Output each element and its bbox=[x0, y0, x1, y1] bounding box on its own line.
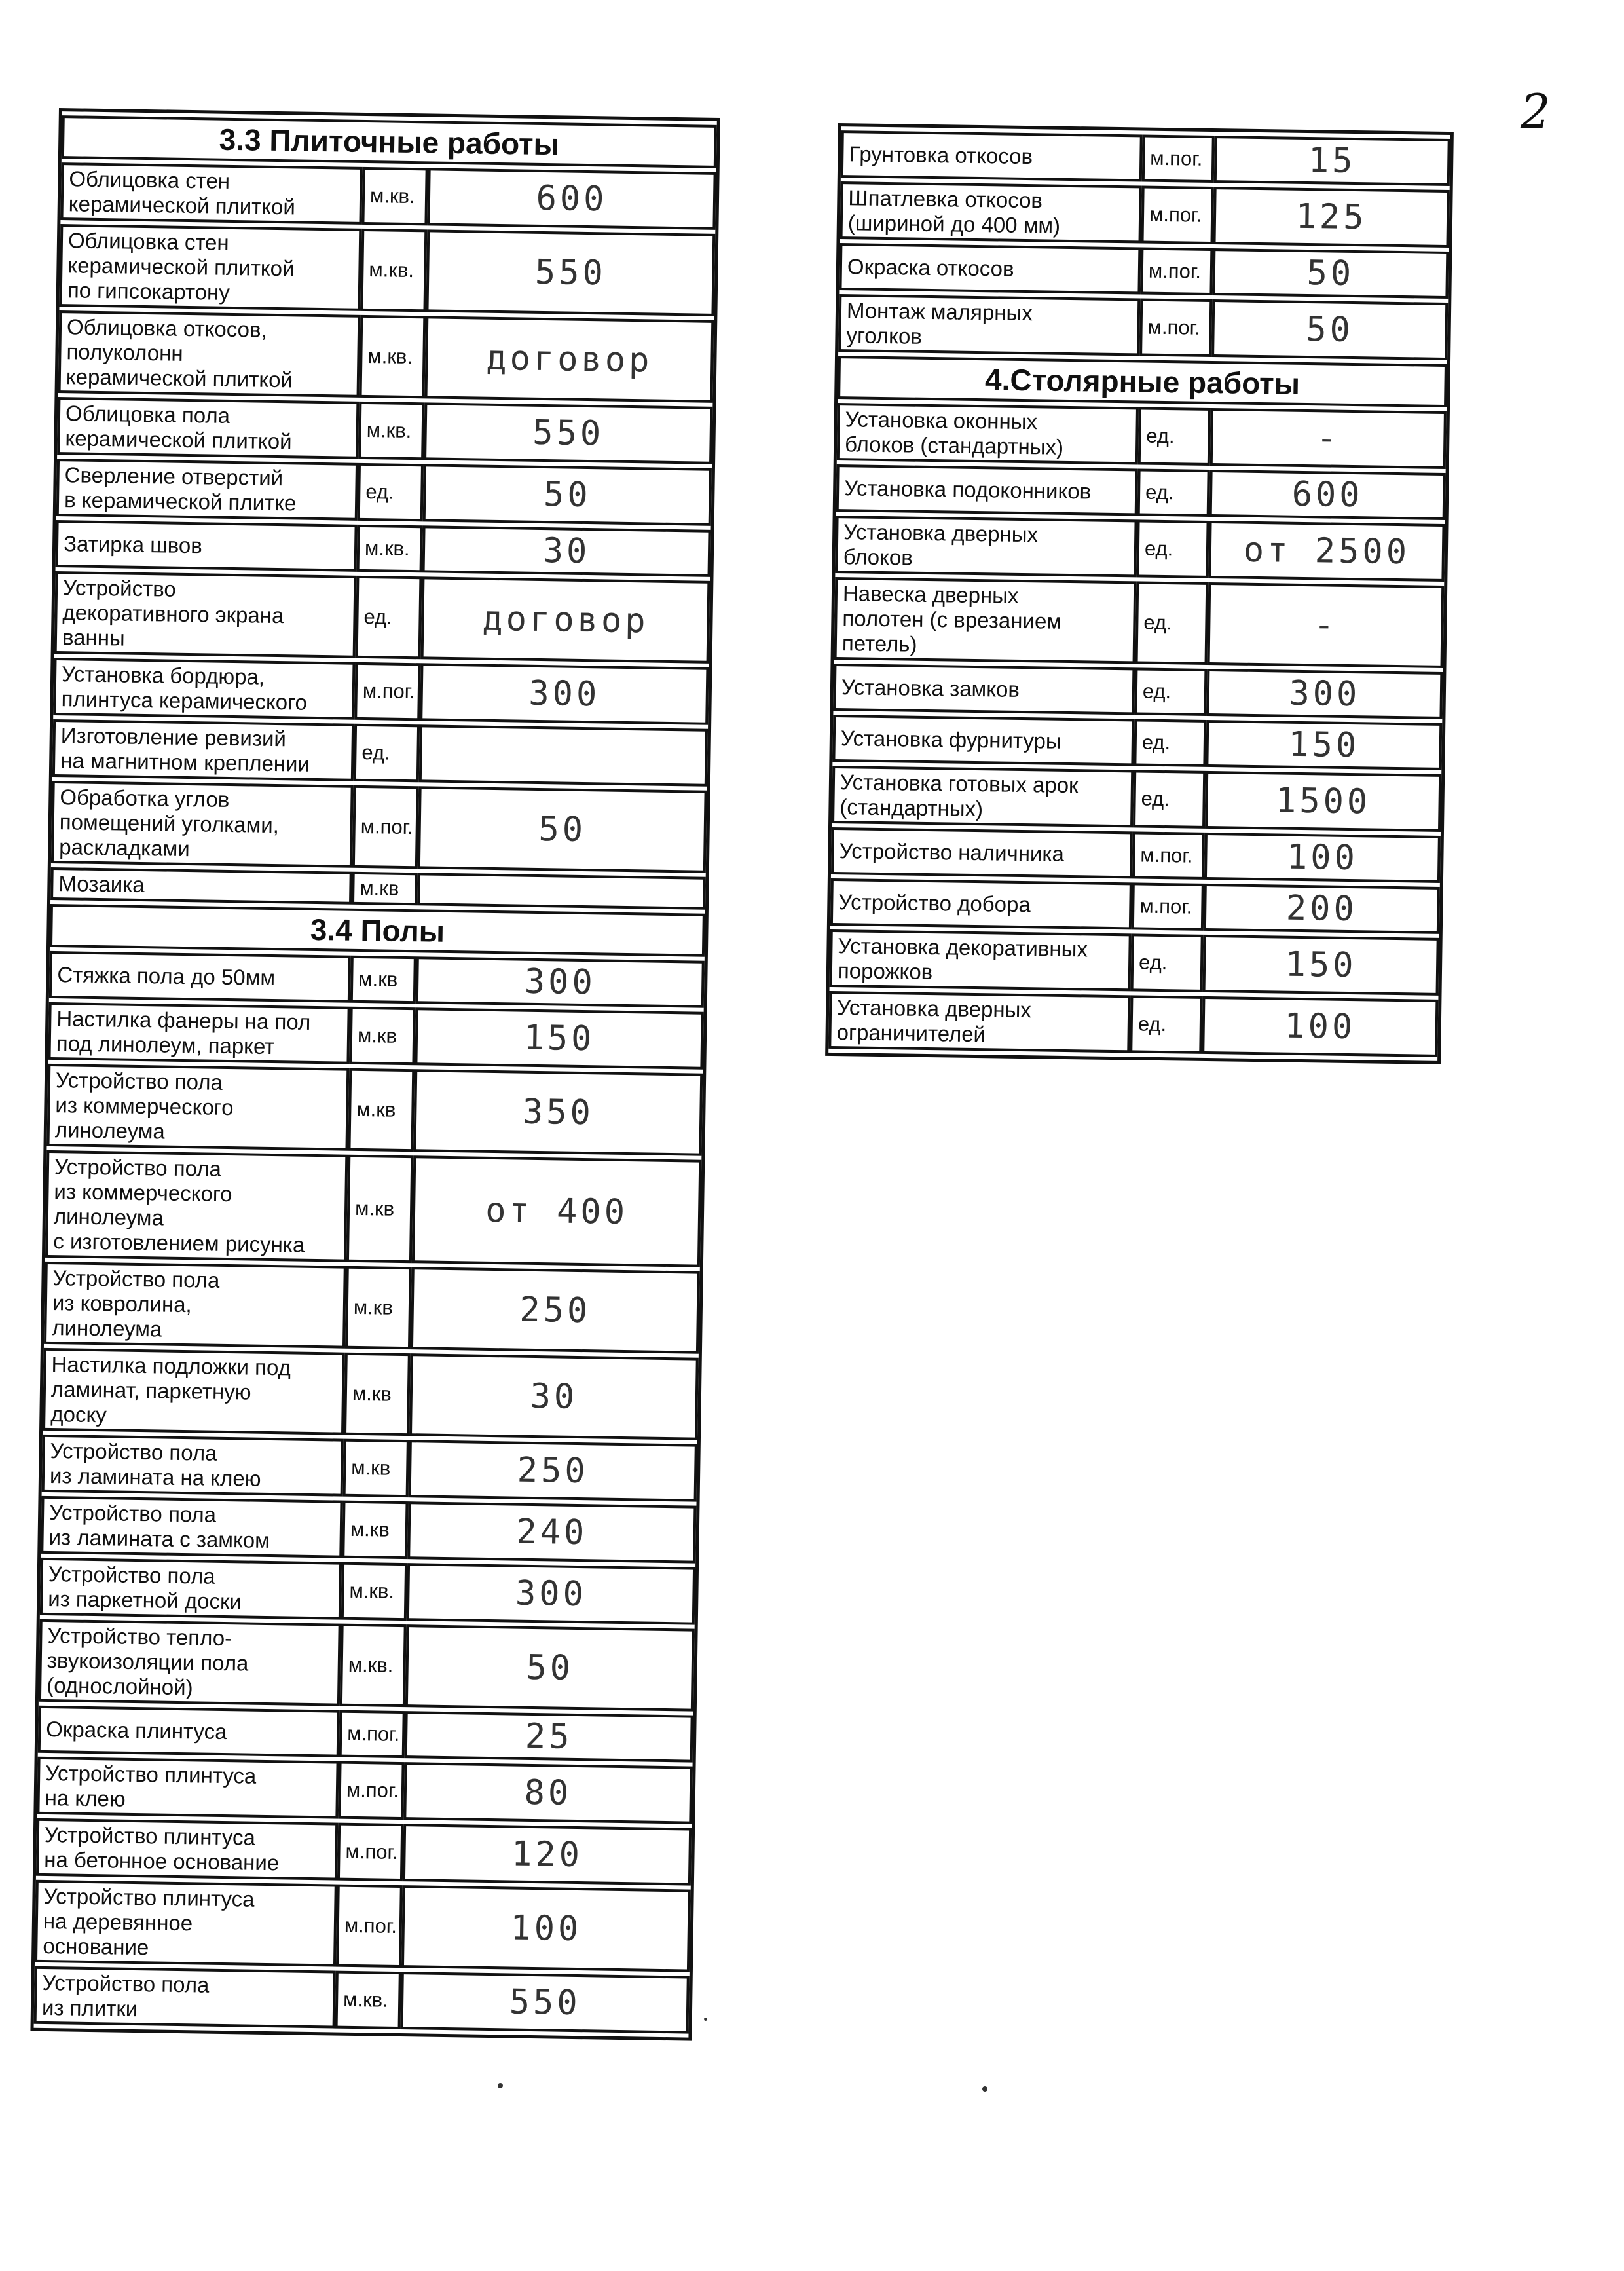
table-row bbox=[42, 1435, 697, 1502]
handwritten-price-cell: 200 bbox=[1204, 884, 1440, 934]
work-name-line: Облицовка стен bbox=[69, 166, 231, 193]
work-name-cell bbox=[60, 162, 362, 225]
work-name-line: по гипсокартону bbox=[67, 278, 231, 305]
work-name-cell bbox=[37, 1757, 339, 1819]
work-name-line: плинтуса керамического bbox=[61, 686, 308, 715]
work-name-line: ванны bbox=[62, 625, 125, 650]
work-name-line: линолеума bbox=[54, 1117, 166, 1144]
work-name-line: блоков bbox=[843, 544, 913, 570]
work-name-line: на магнитном креплении bbox=[60, 748, 310, 776]
table-row bbox=[836, 464, 1446, 520]
unit-cell: ед. bbox=[1135, 581, 1209, 665]
unit-cell: м.кв. bbox=[335, 1971, 401, 2029]
work-name-cell bbox=[44, 1262, 346, 1349]
work-name-line: Окраска откосов bbox=[847, 254, 1014, 281]
work-name-line: линолеума bbox=[53, 1204, 164, 1230]
table-row bbox=[50, 867, 706, 910]
unit-cell: м.кв bbox=[350, 956, 416, 1004]
work-name-line: Установка подоконников bbox=[843, 476, 1092, 504]
table-row bbox=[38, 1706, 693, 1763]
unit-cell: м.пог. bbox=[1141, 185, 1213, 244]
work-name-line: Облицовка пола bbox=[65, 401, 231, 428]
unit-cell: м.кв bbox=[343, 1439, 409, 1497]
handwritten-price-cell bbox=[417, 873, 706, 910]
work-name-line: (однослойной) bbox=[46, 1672, 193, 1700]
work-name-line: Установка фурнитуры bbox=[840, 726, 1061, 753]
work-name-cell bbox=[831, 827, 1133, 878]
handwritten-price-cell: 100 bbox=[1202, 996, 1438, 1057]
work-name-line: Монтаж малярных bbox=[846, 298, 1033, 326]
unit-cell: ед. bbox=[1134, 667, 1207, 716]
work-name-cell bbox=[56, 520, 358, 572]
work-name-cell bbox=[42, 1435, 344, 1497]
scan-speck bbox=[982, 2086, 987, 2092]
table-row bbox=[34, 1966, 690, 2034]
work-name-line: Установка готовых арок bbox=[840, 770, 1079, 798]
work-name-cell bbox=[50, 867, 352, 905]
table-row bbox=[36, 1818, 692, 1886]
table-row bbox=[54, 571, 710, 664]
unit-cell: ед. bbox=[1138, 407, 1211, 466]
section-header-row bbox=[50, 904, 705, 957]
section-title: 3.4 Полы bbox=[50, 904, 705, 957]
work-name-cell bbox=[54, 571, 357, 658]
work-name-cell bbox=[57, 397, 359, 459]
table-row bbox=[60, 224, 716, 316]
unit-cell: м.кв bbox=[346, 1155, 413, 1263]
table-row bbox=[43, 1348, 699, 1440]
table-row bbox=[44, 1262, 700, 1354]
table-row bbox=[56, 520, 711, 577]
unit-cell: ед. bbox=[1133, 770, 1206, 829]
work-name-line: порожков bbox=[837, 958, 933, 985]
work-name-line: ламинат, паркетную bbox=[50, 1377, 251, 1404]
handwritten-price-cell: 240 bbox=[407, 1501, 696, 1564]
unit-cell: м.пог. bbox=[1140, 247, 1213, 295]
table-row bbox=[57, 397, 712, 464]
table-row bbox=[834, 577, 1445, 668]
work-name-line: на клею bbox=[45, 1785, 126, 1811]
unit-cell: м.кв bbox=[348, 1068, 415, 1152]
work-name-cell bbox=[40, 1558, 342, 1620]
table-row bbox=[835, 516, 1445, 582]
left-price-table bbox=[30, 108, 720, 2041]
work-name-line: Устройство пола bbox=[42, 1970, 210, 1997]
handwritten-price-cell: 30 bbox=[422, 525, 711, 577]
work-name-line: под линолеум, паркет bbox=[56, 1031, 275, 1059]
section-title: 4.Столярные работы bbox=[838, 356, 1447, 407]
work-name-line: Настилка фанеры на пол bbox=[56, 1006, 311, 1034]
work-name-cell bbox=[38, 1706, 340, 1757]
handwritten-price-cell: 50 bbox=[418, 786, 707, 873]
unit-cell: ед. bbox=[1131, 933, 1204, 992]
work-name-line: из паркетной доски bbox=[47, 1586, 242, 1614]
unit-cell: м.кв. bbox=[341, 1562, 407, 1621]
work-name-cell bbox=[832, 766, 1134, 827]
unit-cell: м.кв bbox=[349, 1007, 415, 1065]
unit-cell: м.кв. bbox=[357, 525, 423, 572]
table-row bbox=[838, 294, 1448, 360]
table-row bbox=[831, 827, 1441, 883]
work-name-line: раскладками bbox=[58, 835, 191, 861]
unit-cell: м.кв bbox=[342, 1501, 408, 1559]
work-name-line: Устройство пола bbox=[55, 1068, 223, 1095]
work-name-line: Устройство bbox=[62, 575, 177, 601]
work-name-line: полуколонн bbox=[66, 339, 183, 366]
section-title: 3.3 Плиточные работы bbox=[62, 115, 717, 168]
work-name-cell bbox=[837, 403, 1139, 464]
handwritten-price-cell: 80 bbox=[403, 1762, 692, 1824]
work-name-cell bbox=[35, 1880, 337, 1967]
work-name-line: Мозаика bbox=[58, 871, 145, 897]
unit-cell: м.пог. bbox=[338, 1761, 404, 1820]
unit-cell: м.пог. bbox=[1132, 882, 1204, 931]
work-name-line: Устройство пола bbox=[50, 1438, 217, 1465]
unit-cell: м.кв bbox=[345, 1266, 412, 1349]
handwritten-price-cell: 125 bbox=[1213, 187, 1449, 248]
handwritten-price-cell: 50 bbox=[1212, 248, 1449, 299]
work-name-line: в керамической плитке bbox=[64, 487, 297, 516]
work-name-line: Устройство пола bbox=[52, 1266, 220, 1292]
table-row bbox=[840, 181, 1450, 248]
work-name-cell bbox=[840, 181, 1142, 243]
handwritten-price-cell: 300 bbox=[1206, 669, 1443, 719]
handwritten-price-cell: 550 bbox=[424, 402, 712, 464]
handwritten-price-cell: 300 bbox=[420, 663, 709, 725]
work-name-line: Устройство пола bbox=[48, 1562, 215, 1588]
work-name-line: Устройство тепло- bbox=[47, 1623, 232, 1651]
unit-cell: м.пог. bbox=[336, 1885, 403, 1968]
unit-cell: м.кв. bbox=[340, 1624, 407, 1707]
handwritten-price-cell: 250 bbox=[411, 1267, 700, 1354]
unit-cell: м.пог. bbox=[1132, 831, 1205, 880]
work-name-line: Устройство пола bbox=[54, 1154, 222, 1181]
table-row bbox=[56, 459, 712, 526]
unit-cell: ед. bbox=[356, 576, 422, 659]
handwritten-price-cell: 100 bbox=[1204, 833, 1441, 883]
work-name-line: полотен (с врезанием bbox=[842, 606, 1062, 633]
table-row bbox=[53, 658, 709, 725]
table-row bbox=[52, 719, 708, 787]
handwritten-price-cell: от 2500 bbox=[1208, 521, 1445, 582]
table-row bbox=[37, 1757, 692, 1824]
work-name-cell bbox=[841, 130, 1143, 181]
work-name-line: Устройство плинтуса bbox=[45, 1760, 257, 1788]
table-row bbox=[832, 715, 1442, 770]
work-name-line: звукоизоляции пола bbox=[46, 1647, 249, 1676]
table-row bbox=[40, 1558, 695, 1625]
work-name-line: линолеума bbox=[52, 1315, 162, 1342]
handwritten-price-cell: 300 bbox=[407, 1563, 695, 1625]
handwritten-price-cell: 30 bbox=[409, 1353, 699, 1440]
work-name-cell bbox=[43, 1348, 345, 1435]
work-name-cell bbox=[36, 1818, 338, 1881]
work-name-cell bbox=[53, 658, 355, 720]
table-row bbox=[45, 1150, 701, 1267]
work-name-line: Установка замков bbox=[841, 675, 1020, 702]
work-name-line: из плитки bbox=[41, 1995, 138, 2021]
work-name-line: Установка дверных bbox=[843, 519, 1039, 547]
work-name-cell bbox=[41, 1496, 342, 1558]
work-name-cell bbox=[830, 878, 1132, 929]
work-name-line: Устройство пола bbox=[48, 1500, 217, 1527]
handwritten-price-cell: 550 bbox=[401, 1972, 690, 2034]
handwritten-price-cell: 150 bbox=[1206, 720, 1442, 770]
handwritten-price-cell: 1500 bbox=[1205, 771, 1441, 832]
table-row bbox=[841, 130, 1450, 186]
handwritten-price-cell: - bbox=[1210, 408, 1447, 469]
table-row bbox=[39, 1619, 695, 1712]
work-name-cell bbox=[833, 664, 1135, 715]
table-row bbox=[833, 664, 1443, 719]
handwritten-price-cell: 150 bbox=[1203, 935, 1439, 996]
work-name-line: (стандартных) bbox=[840, 795, 984, 821]
unit-cell: ед. bbox=[354, 724, 420, 782]
unit-cell: м.кв bbox=[344, 1353, 411, 1436]
work-name-line: из ковролина, bbox=[52, 1290, 193, 1317]
handwritten-price-cell: 50 bbox=[405, 1624, 695, 1712]
unit-cell: м.пог. bbox=[1142, 134, 1215, 183]
scan-speck bbox=[498, 2083, 503, 2088]
work-name-cell bbox=[34, 1966, 336, 2029]
unit-cell: ед. bbox=[1137, 468, 1210, 517]
work-name-cell bbox=[39, 1619, 341, 1706]
work-name-cell bbox=[51, 781, 354, 868]
handwritten-price-cell: 50 bbox=[423, 464, 712, 526]
table-row bbox=[839, 243, 1449, 299]
work-name-line: Установка дверных bbox=[836, 995, 1032, 1023]
table-row bbox=[828, 991, 1438, 1057]
handwritten-price-cell: 600 bbox=[427, 168, 716, 230]
handwritten-price-cell: 550 bbox=[426, 229, 715, 316]
work-name-line: Затирка швов bbox=[63, 531, 203, 558]
work-name-line: Устройство плинтуса bbox=[43, 1883, 255, 1911]
handwritten-price-cell: - bbox=[1208, 582, 1445, 668]
work-name-line: Изготовление ревизий bbox=[60, 723, 287, 751]
unit-cell: м.пог. bbox=[339, 1710, 405, 1758]
handwritten-price-cell: 250 bbox=[409, 1440, 697, 1502]
section-header-row bbox=[62, 115, 717, 168]
work-name-line: керамической плиткой bbox=[65, 426, 292, 454]
work-name-cell bbox=[58, 310, 361, 398]
work-name-line: из коммерческого bbox=[55, 1093, 234, 1120]
work-name-cell bbox=[839, 243, 1141, 294]
unit-cell: м.пог. bbox=[337, 1823, 403, 1881]
table-row bbox=[832, 766, 1441, 832]
handwritten-price-cell: 120 bbox=[403, 1824, 692, 1886]
handwritten-price-cell: 100 bbox=[401, 1885, 691, 1972]
work-name-line: ограничителей bbox=[836, 1020, 986, 1047]
work-name-cell bbox=[832, 715, 1134, 766]
work-name-line: доску bbox=[50, 1402, 107, 1427]
table-row bbox=[60, 162, 716, 230]
table-row bbox=[48, 1002, 703, 1070]
work-name-cell bbox=[830, 929, 1132, 991]
work-name-line: Облицовка стен bbox=[67, 228, 229, 255]
work-name-line: Обработка углов bbox=[60, 785, 230, 812]
work-name-line: Навеска дверных bbox=[842, 581, 1019, 608]
work-name-cell bbox=[836, 464, 1138, 516]
unit-cell: м.кв. bbox=[358, 402, 424, 460]
work-name-line: Облицовка откосов, bbox=[66, 314, 267, 342]
unit-cell: ед. bbox=[1134, 719, 1206, 767]
work-name-line: блоков (стандартных) bbox=[844, 432, 1064, 459]
unit-cell: м.кв. bbox=[361, 167, 428, 225]
handwritten-price-cell: от 400 bbox=[412, 1155, 701, 1267]
handwritten-price-cell: 15 bbox=[1214, 136, 1450, 186]
work-name-cell bbox=[49, 951, 351, 1003]
handwritten-price-cell: 50 bbox=[1211, 299, 1448, 360]
unit-cell: м.кв. bbox=[360, 229, 427, 312]
unit-cell: ед. bbox=[358, 463, 424, 521]
work-name-line: Установка оконных bbox=[845, 407, 1038, 434]
work-name-line: из ламината с замком bbox=[48, 1525, 270, 1553]
handwritten-price-cell: договор bbox=[424, 316, 714, 403]
work-name-line: петель) bbox=[841, 631, 917, 656]
unit-cell: ед. bbox=[1136, 519, 1209, 578]
work-name-cell bbox=[834, 577, 1137, 664]
handwritten-price-cell: 150 bbox=[415, 1007, 703, 1070]
work-name-line: из коммерческого bbox=[54, 1179, 232, 1207]
work-name-line: Устройство наличника bbox=[839, 838, 1065, 866]
work-name-line: Устройство плинтуса bbox=[44, 1822, 256, 1850]
work-name-line: Настилка подложки под bbox=[51, 1352, 291, 1380]
work-name-cell bbox=[838, 294, 1140, 356]
handwritten-price-cell: 600 bbox=[1209, 470, 1446, 520]
unit-cell: м.кв. bbox=[359, 315, 426, 398]
table-row bbox=[830, 878, 1440, 934]
work-name-line: Шпатлевка откосов bbox=[848, 185, 1043, 213]
handwritten-price-cell: 25 bbox=[405, 1711, 693, 1763]
work-name-line: из ламината на клею bbox=[49, 1463, 261, 1491]
table-row bbox=[41, 1496, 696, 1564]
work-name-line: (шириной до 400 мм) bbox=[847, 210, 1061, 238]
table-row bbox=[35, 1880, 691, 1972]
work-name-line: Устройство добора bbox=[838, 890, 1031, 917]
work-name-line: Стяжка пола до 50мм bbox=[57, 962, 276, 990]
work-name-cell bbox=[56, 459, 358, 521]
work-name-line: Сверление отверстий bbox=[64, 462, 284, 491]
handwritten-price-cell bbox=[419, 724, 708, 787]
unit-cell: м.пог. bbox=[352, 785, 419, 869]
work-name-line: с изготовлением рисунка bbox=[53, 1229, 305, 1257]
work-name-line: на деревянное bbox=[43, 1908, 193, 1936]
table-row bbox=[49, 951, 705, 1008]
work-name-line: керамической плиткой bbox=[67, 253, 295, 281]
table-row bbox=[58, 310, 714, 403]
work-name-cell bbox=[48, 1002, 350, 1064]
work-name-line: Грунтовка откосов bbox=[849, 141, 1033, 169]
work-name-line: помещений уголками, bbox=[59, 810, 280, 838]
work-name-line: керамической плиткой bbox=[68, 191, 296, 219]
work-name-line: керамической плиткой bbox=[65, 364, 293, 392]
scan-speck bbox=[704, 2018, 707, 2021]
work-name-line: на бетонное основание bbox=[44, 1847, 280, 1875]
table-row bbox=[51, 781, 707, 873]
handwritten-price-cell: договор bbox=[421, 576, 710, 664]
unit-cell: м.пог. bbox=[1139, 298, 1212, 357]
work-name-line: Установка бордюра, bbox=[61, 662, 265, 689]
section-header-row bbox=[838, 356, 1447, 407]
work-name-cell bbox=[52, 719, 354, 781]
unit-cell: м.кв bbox=[352, 872, 418, 905]
work-name-line: Окраска плинтуса bbox=[46, 1716, 227, 1744]
right-price-table bbox=[825, 123, 1454, 1064]
handwritten-price-cell: 350 bbox=[413, 1069, 703, 1156]
work-name-cell bbox=[46, 1064, 349, 1151]
unit-cell: м.пог. bbox=[354, 662, 420, 721]
work-name-cell bbox=[828, 991, 1130, 1053]
work-name-cell bbox=[60, 224, 362, 311]
unit-cell: ед. bbox=[1130, 995, 1202, 1054]
work-name-line: уголков bbox=[846, 323, 923, 348]
page-number: 2 bbox=[1521, 84, 1551, 139]
work-name-cell bbox=[835, 516, 1137, 577]
handwritten-price-cell: 300 bbox=[416, 956, 705, 1008]
work-name-line: Установка декоративных bbox=[838, 933, 1088, 962]
work-name-line: основание bbox=[43, 1933, 149, 1960]
table-row bbox=[837, 403, 1447, 469]
work-name-line: декоративного экрана bbox=[62, 600, 284, 628]
table-row bbox=[830, 929, 1439, 996]
table-row bbox=[46, 1064, 703, 1156]
work-name-cell bbox=[45, 1150, 348, 1262]
